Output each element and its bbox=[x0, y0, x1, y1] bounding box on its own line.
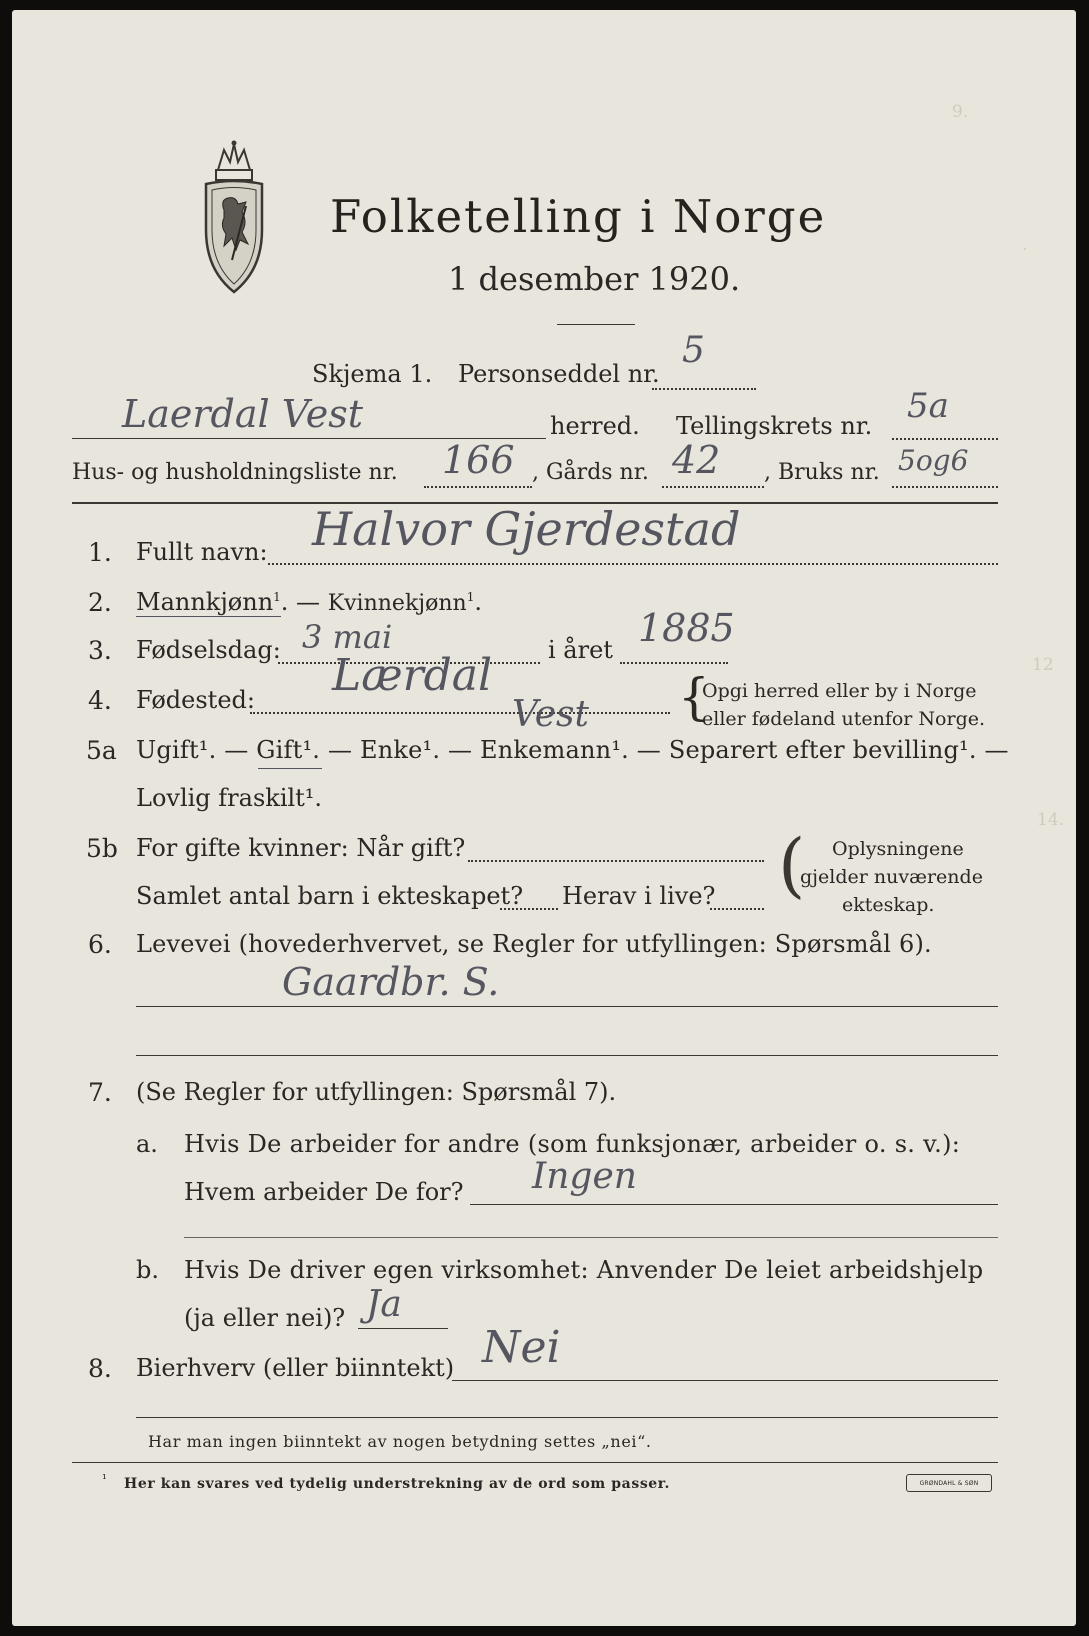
personseddel-line bbox=[652, 388, 756, 390]
tellingskrets-label: Tellingskrets nr. bbox=[676, 412, 873, 440]
q3-year-label: i året bbox=[548, 636, 613, 664]
tellingskrets-line bbox=[892, 438, 998, 440]
skjema-label: Skjema 1. bbox=[312, 360, 433, 388]
gards-value[interactable]: 42 bbox=[672, 438, 721, 482]
footer-rule bbox=[72, 1462, 998, 1463]
footnote-text: Her kan svares ved tydelig understrekning av de ord som passer. bbox=[124, 1476, 670, 1492]
q8-label: Bierhverv (eller biinntekt) bbox=[136, 1354, 455, 1382]
q8-value[interactable]: Nei bbox=[482, 1322, 561, 1373]
q6-value[interactable]: Gaardbr. S. bbox=[282, 960, 500, 1004]
personseddel-label: Personseddel nr. bbox=[458, 360, 660, 388]
q7b-line bbox=[358, 1328, 448, 1329]
q4-number: 4. bbox=[88, 686, 112, 715]
hus-label: Hus- og husholdningsliste nr. bbox=[72, 460, 398, 485]
q4-label: Fødested: bbox=[136, 686, 255, 714]
q7a-line bbox=[470, 1204, 998, 1205]
q3-day-value[interactable]: 3 mai bbox=[302, 618, 393, 656]
q4-brace: { bbox=[678, 668, 710, 726]
bruks-value[interactable]: 5og6 bbox=[898, 444, 969, 477]
tellingskrets-value[interactable]: 5a bbox=[907, 386, 949, 426]
q2-options: Mannkjønn$^1$. — Kvinnekjønn$^1$. bbox=[136, 588, 482, 616]
q8-line bbox=[452, 1380, 998, 1381]
q7a-line1: Hvis De arbeider for andre (som funksjonær, arbeider o. s. v.): bbox=[184, 1130, 961, 1158]
q4-line bbox=[250, 712, 670, 714]
q5a-line2[interactable]: Lovlig fraskilt¹. bbox=[136, 784, 323, 812]
printer-stamp: GRØNDAHL & SØN bbox=[906, 1474, 992, 1492]
gards-label: , Gårds nr. bbox=[532, 460, 649, 485]
q7a-letter: a. bbox=[136, 1130, 158, 1158]
q4-value-line1[interactable]: Lærdal bbox=[332, 650, 493, 701]
bruks-label: , Bruks nr. bbox=[764, 460, 880, 485]
option-female[interactable]: Kvinnekjønn bbox=[327, 591, 467, 616]
q5b-label1: For gifte kvinner: Når gift? bbox=[136, 834, 466, 862]
q3-year-value[interactable]: 1885 bbox=[638, 606, 735, 650]
q5b-note-line2: gjelder nuværende bbox=[800, 866, 983, 888]
q3-label: Fødselsdag: bbox=[136, 636, 281, 664]
q4-note-line1: Opgi herred eller by i Norge bbox=[702, 680, 977, 702]
q7-label: (Se Regler for utfyllingen: Spørsmål 7). bbox=[136, 1078, 617, 1106]
census-form-sheet: 9. . 12 14. Folketelling i Norge 1 desember 1920. Skjema 1. Personseddel nr. 5 Laerdal Vest herred. Tellingskrets nr. 5a Hus- og husholdningsliste nr. 166 , Gårds nr. 42 , Bruks nr. 5og6 1. Fullt navn: Halvor Gjerdestad 2. Mannkjønn$^1$. — Kvinnekjønn$^1$. 3. Fødselsdag: 3 mai i året 1885 4. Fødested: Lærdal Vest { Opgi herred eller by i Norge eller fødeland utenfor Norge. 5a Ugift¹. — Gift¹. — Enke¹. — Enkemann¹. — Separert efter bevilling¹. — Lovlig fraskilt¹. 5b For gifte kvinner: Når gift? Samlet antal barn i ekteskapet? Herav i live? ( Oplysningene gjelder nuværende ekteskap. 6. Levevei (hovederhvervet, se Regler for utfyllingen: Spørsmål 6). Gaardbr. S. 7. (Se Regler for utfyllingen: Spørsmål 7). a. Hvis De arbeider for andre (som funksjonær, arbeider o. s. v.): Hvem arbeider De for? Ingen b. Hvis De driver egen virksomhet: Anvender De leiet arbeidshjelp (ja eller nei)? Ja 8. Bierhverv (eller biinntekt) Nei Har man ingen biinntekt av nogen betydning settes „nei“. ¹ Her kan svares ved tydelig understrekning av de ord som passer. GRØNDAHL & SØN bbox=[12, 10, 1076, 1626]
q5b-label3: Herav i live? bbox=[562, 882, 716, 910]
q5b-label2: Samlet antal barn i ekteskapet? bbox=[136, 882, 524, 910]
q1-line bbox=[268, 563, 998, 565]
q7a-line2-rule bbox=[184, 1237, 998, 1238]
q1-label: Fullt navn: bbox=[136, 538, 268, 566]
gards-line bbox=[662, 486, 764, 488]
q7a-value[interactable]: Ingen bbox=[532, 1156, 637, 1197]
census-date: 1 desember 1920. bbox=[448, 260, 741, 298]
title-rule bbox=[557, 324, 635, 325]
q7a-line2: Hvem arbeider De for? bbox=[184, 1178, 464, 1206]
q7-number: 7. bbox=[88, 1078, 112, 1107]
hus-line bbox=[424, 486, 532, 488]
q5b-note-line3: ekteskap. bbox=[842, 894, 935, 916]
personseddel-value[interactable]: 5 bbox=[682, 330, 705, 371]
q6-line1 bbox=[136, 1006, 998, 1007]
q6-line2 bbox=[136, 1055, 998, 1056]
q5a-number: 5a bbox=[86, 736, 117, 765]
q5b-line3 bbox=[710, 908, 764, 910]
q1-number: 1. bbox=[88, 538, 112, 567]
q7b-line2: (ja eller nei)? bbox=[184, 1304, 346, 1332]
q5b-line2 bbox=[500, 908, 558, 910]
q3-number: 3. bbox=[88, 636, 112, 665]
q6-number: 6. bbox=[88, 930, 112, 959]
q4-note-line2: eller fødeland utenfor Norge. bbox=[702, 708, 986, 730]
q7b-line1: Hvis De driver egen virksomhet: Anvender De leiet arbeidshjelp bbox=[184, 1256, 984, 1284]
option-male[interactable]: Mannkjønn$^1$ bbox=[136, 588, 281, 616]
q5b-line1 bbox=[468, 860, 764, 862]
q5b-number: 5b bbox=[86, 834, 118, 863]
footer-note: Har man ingen biinntekt av nogen betydning settes „nei“. bbox=[148, 1432, 652, 1451]
bruks-line bbox=[892, 486, 998, 488]
herred-value[interactable]: Laerdal Vest bbox=[122, 392, 363, 436]
q5b-paren-left: ( bbox=[778, 824, 806, 906]
q8-line2 bbox=[136, 1417, 998, 1418]
hus-value[interactable]: 166 bbox=[442, 438, 515, 482]
q3-year-line bbox=[620, 662, 728, 664]
coat-of-arms-icon bbox=[192, 140, 276, 300]
form-title: Folketelling i Norge bbox=[330, 190, 827, 243]
q7b-value[interactable]: Ja bbox=[366, 1284, 402, 1325]
q6-label: Levevei (hovederhvervet, se Regler for utfyllingen: Spørsmål 6). bbox=[136, 930, 932, 958]
q5b-note-line1: Oplysningene bbox=[832, 838, 964, 860]
q8-number: 8. bbox=[88, 1354, 112, 1383]
q4-value-line2[interactable]: Vest bbox=[512, 694, 589, 735]
footnote-mark: ¹ bbox=[102, 1472, 107, 1486]
q2-number: 2. bbox=[88, 588, 112, 617]
q7b-letter: b. bbox=[136, 1256, 159, 1284]
gift-underline bbox=[258, 768, 322, 769]
herred-label: herred. bbox=[550, 412, 640, 440]
q1-value[interactable]: Halvor Gjerdestad bbox=[312, 502, 741, 556]
q5a-line1[interactable]: Ugift¹. — Gift¹. — Enke¹. — Enkemann¹. — Separert efter bevilling¹. — bbox=[136, 736, 1009, 764]
